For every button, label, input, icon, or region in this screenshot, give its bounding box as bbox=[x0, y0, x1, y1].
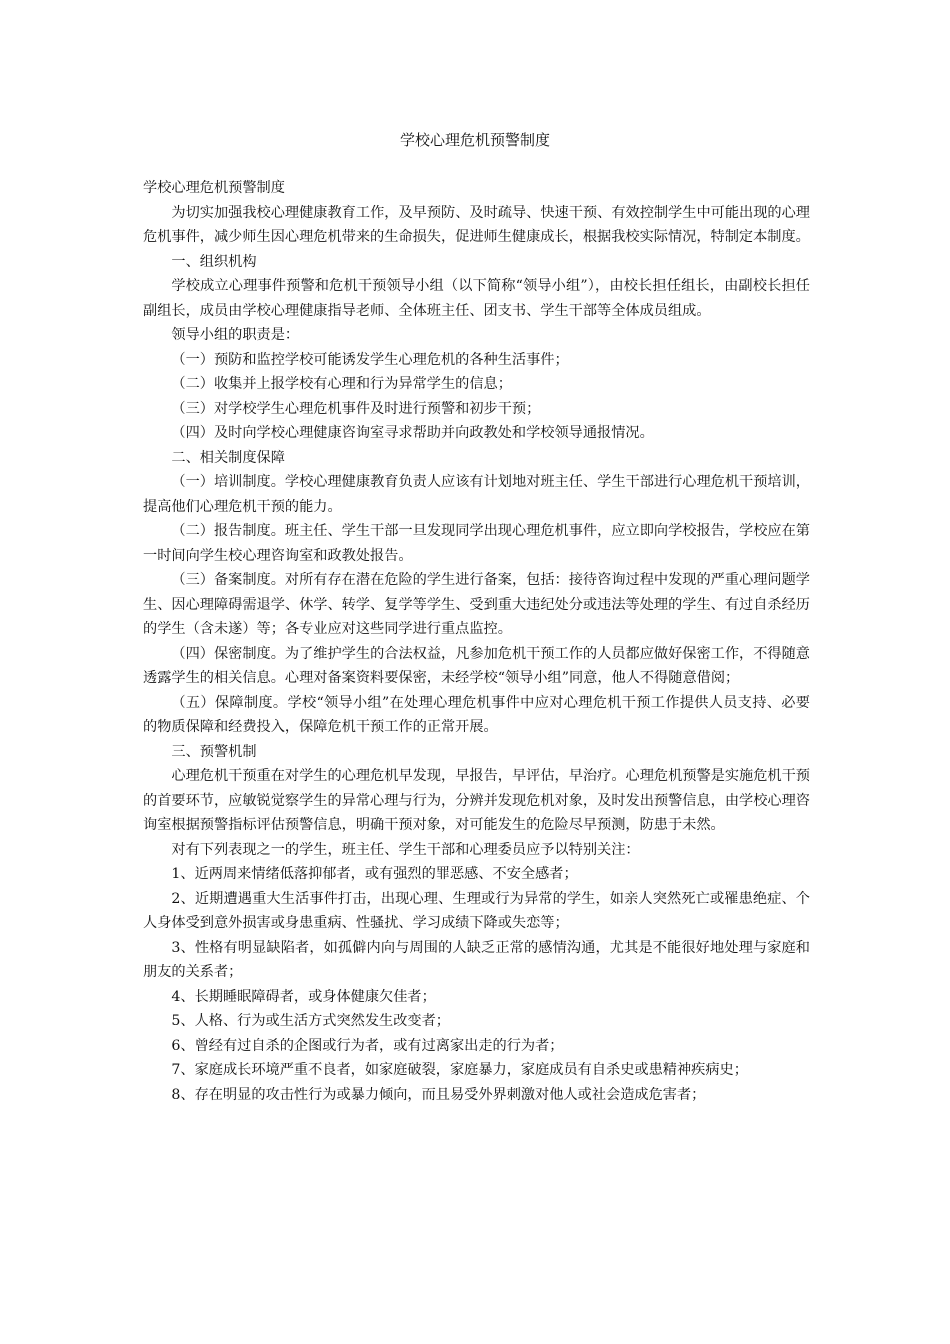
paragraph: 心理危机干预重在对学生的心理危机早发现，早报告，早评估，早治疗。心理危机预警是实施危机干预的首要环节，应敏锐觉察学生的异常心理与行为，分辨并发现危机对象，及时发出预警信息，由学校心理咨询室根据预警指标评估预警信息，明确干预对象，对可能发生的危险尽早预测，防患于未然。 bbox=[143, 768, 810, 833]
paragraph: （四）保密制度。为了维护学生的合法权益，凡参加危机干预工作的人员都应做好保密工作，不得随意透露学生的相关信息。心理对备案资料要保密，未经学校“领导小组”同意，他人不得随意借阅； bbox=[143, 645, 810, 686]
paragraph: （五）保障制度。学校“领导小组”在处理心理危机事件中应对心理危机干预工作提供人员支持、必要的物质保障和经费投入，保障危机干预工作的正常开展。 bbox=[143, 694, 810, 735]
paragraph: 1、近两周来情绪低落抑郁者，或有强烈的罪恶感、不安全感者； bbox=[171, 866, 578, 882]
paragraph: 8、存在明显的攻击性行为或暴力倾向，而且易受外界刺激对他人或社会造成危害者； bbox=[171, 1086, 706, 1103]
paragraph: 学校心理危机预警制度 bbox=[143, 180, 285, 196]
paragraph: 为切实加强我校心理健康教育工作，及早预防、及时疏导、快速干预、有效控制学生中可能出现的心理危机事件，减少师生因心理危机带来的生命损失，促进师生健康成长，根据我校实际情况，特制定本制度。 bbox=[143, 204, 810, 245]
paragraph: 3、性格有明显缺陷者，如孤僻内向与周围的人缺乏正常的感情沟通，尤其是不能很好地处理与家庭和朋友的关系者； bbox=[143, 939, 810, 980]
paragraph: 2、近期遭遇重大生活事件打击，出现心理、生理或行为异常的学生，如亲人突然死亡或罹患绝症、个人身体受到意外损害或身患重病、性骚扰、学习成绩下降或失恋等； bbox=[143, 890, 810, 931]
paragraph: 领导小组的职责是： bbox=[171, 327, 300, 343]
paragraph: （四）及时向学校心理健康咨询室寻求帮助并向政教处和学校领导通报情况。 bbox=[171, 425, 654, 441]
paragraph: （一）预防和监控学校可能诱发学生心理危机的各种生活事件； bbox=[171, 351, 569, 368]
paragraph: （一）培训制度。学校心理健康教育负责人应该有计划地对班主任、学生干部进行心理危机干预培训，提高他们心理危机干预的能力。 bbox=[143, 474, 810, 515]
paragraph: 二、相关制度保障 bbox=[171, 449, 285, 466]
paragraph: （三）对学校学生心理危机事件及时进行预警和初步干预； bbox=[171, 400, 541, 417]
paragraph: （二）报告制度。班主任、学生干部一旦发现同学出现心理危机事件，应立即向学校报告，学校应在第一时间向学生校心理咨询室和政教处报告。 bbox=[143, 523, 810, 564]
document-body bbox=[143, 176, 810, 1107]
paragraph: 5、人格、行为或生活方式突然发生改变者； bbox=[171, 1013, 450, 1029]
paragraph: 学校成立心理事件预警和危机干预领导小组（以下简称“领导小组”），由校长担任组长，由副校长担任副组长，成员由学校心理健康指导老师、全体班主任、团支书、学生干部等全体成员组成。 bbox=[143, 278, 810, 319]
paragraph: （二）收集并上报学校有心理和行为异常学生的信息； bbox=[171, 376, 512, 392]
paragraph: 6、曾经有过自杀的企图或行为者，或有过离家出走的行为者； bbox=[171, 1037, 564, 1054]
paragraph: 三、预警机制 bbox=[171, 743, 257, 760]
paragraph: 4、长期睡眠障碍者，或身体健康欠佳者； bbox=[171, 988, 436, 1005]
paragraph: 对有下列表现之一的学生，班主任、学生干部和心理委员应予以特别关注： bbox=[171, 841, 640, 858]
paragraph: 一、组织机构 bbox=[171, 253, 257, 270]
paragraph: （三）备案制度。对所有存在潜在危险的学生进行备案，包括：接待咨询过程中发现的严重心理问题学生、因心理障碍需退学、休学、转学、复学等学生、受到重大违纪处分或违法等处理的学生、有过自杀经历的学生（含未遂）等；各专业应对这些同学进行重点监控。 bbox=[143, 572, 810, 637]
document-title: 学校心理危机预警制度 bbox=[399, 131, 550, 149]
paragraph: 7、家庭成长环境严重不良者，如家庭破裂，家庭暴力，家庭成员有自杀史或患精神疾病史； bbox=[171, 1062, 748, 1078]
